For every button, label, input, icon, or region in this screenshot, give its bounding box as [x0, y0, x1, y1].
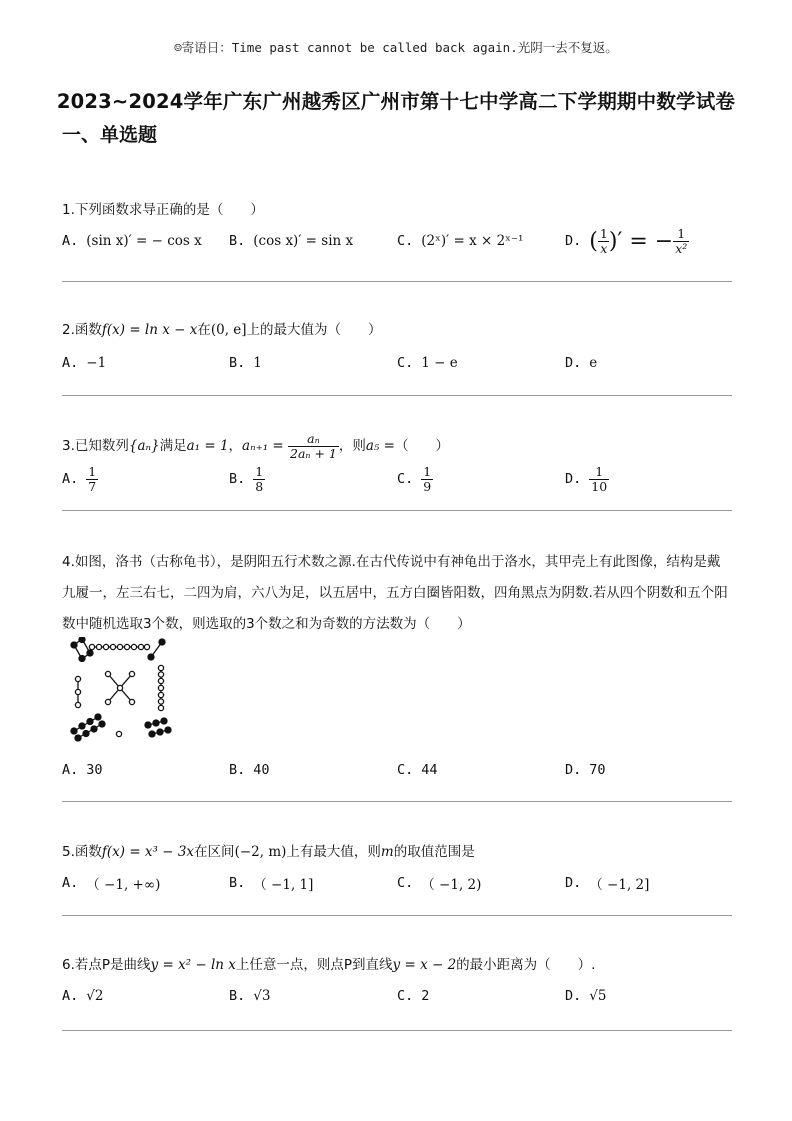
option-letter: C.: [397, 875, 414, 891]
option-b[interactable]: [229, 224, 353, 258]
fraction: $\frac{\text{aₙ}}{\text{2aₙ + 1}}$: [290, 430, 337, 461]
exam-title: 2023~2024学年广东广州越秀区广州市第十七中学高二下学期期中数学试卷: [56, 90, 736, 113]
option-value: ( $\frac{1}{x}$ )′ = − $\frac{1}{\text{x²}}$: [589, 225, 688, 256]
fraction: $\frac{1}{\text{x²}}$: [675, 225, 688, 256]
math-expression: f(x) = x³ − 3x: [101, 844, 195, 860]
option-value: e: [589, 355, 598, 371]
option-value: （ −1, 1]: [253, 877, 314, 893]
question-1-options: [62, 224, 732, 258]
fraction: $\frac{1}{8}$: [255, 463, 264, 494]
math-expression: {aₙ}: [128, 438, 160, 454]
five-white-dots-icon: [105, 671, 134, 704]
option-c[interactable]: [397, 979, 429, 1013]
option-value: 2: [421, 988, 430, 1004]
option-d[interactable]: [565, 224, 689, 258]
question-number: 6.: [62, 957, 75, 973]
option-letter: B.: [229, 355, 246, 371]
six-black-dots-icon: [145, 718, 171, 737]
question-3-stem: [62, 430, 449, 462]
question-5-options: [62, 866, 732, 900]
option-value: （ −1, 2): [421, 877, 482, 893]
option-letter: B.: [229, 233, 246, 249]
option-d[interactable]: [565, 346, 597, 380]
option-letter: B.: [229, 471, 246, 487]
math-expression: (−2, m): [234, 844, 287, 860]
luoshu-diagram: [62, 637, 172, 749]
option-d[interactable]: [565, 866, 649, 900]
divider: [62, 801, 732, 802]
question-6-stem: [62, 955, 595, 975]
option-letter: A.: [62, 233, 79, 249]
math-expression: f(x) = ln x − x: [101, 322, 198, 338]
option-value: 1: [253, 355, 262, 371]
option-letter: C.: [397, 233, 414, 249]
question-text: 若点P是曲线: [74, 957, 151, 973]
option-letter: C.: [397, 762, 414, 778]
question-1-stem: [62, 200, 264, 220]
option-b[interactable]: [229, 866, 313, 900]
option-letter: D.: [565, 988, 582, 1004]
question-number: 1.: [62, 202, 75, 218]
question-number: 5.: [62, 844, 75, 860]
fraction: $\frac{1}{9}$: [423, 463, 432, 494]
option-c[interactable]: [397, 224, 523, 258]
fraction: $\frac{1}{7}$: [88, 463, 97, 494]
question-text: 满足: [159, 438, 187, 454]
option-value: (sin x)′ = − cos x: [86, 233, 202, 249]
question-4-options: [62, 753, 732, 787]
option-value: （ −1, +∞): [86, 877, 161, 893]
option-letter: A.: [62, 875, 79, 891]
option-c[interactable]: [397, 462, 433, 496]
question-6-options: [62, 979, 732, 1013]
option-value: 30: [86, 762, 103, 778]
divider: [62, 915, 732, 916]
option-value: (cos x)′ = sin x: [253, 233, 354, 249]
option-value: −1: [86, 355, 107, 371]
motto: ☺寄语日：Time past cannot be called back again.光阴一去不复返。: [174, 40, 618, 55]
two-black-dots-icon: [148, 639, 165, 660]
option-value: √2: [86, 988, 104, 1004]
option-a[interactable]: [62, 866, 160, 900]
question-number: 2.: [62, 322, 75, 338]
question-number: 4.: [62, 554, 75, 570]
option-letter: C.: [397, 988, 414, 1004]
question-text: 下列函数求导正确的是（ ）: [74, 202, 264, 218]
divider: [62, 510, 732, 511]
question-3-options: [62, 462, 732, 496]
option-value: 1 − e: [421, 355, 458, 371]
question-text: 上的最大值为（ ）: [246, 322, 382, 338]
option-letter: B.: [229, 762, 246, 778]
option-letter: B.: [229, 988, 246, 1004]
option-value: 70: [589, 762, 606, 778]
question-5-stem: [62, 842, 475, 862]
option-value: （ −1, 2]: [589, 877, 650, 893]
option-letter: D.: [565, 762, 582, 778]
question-text: 函数: [74, 844, 102, 860]
divider: [62, 395, 732, 396]
math-expression: aₙ₊₁ =: [242, 438, 284, 454]
question-text: 的最小距离为（ ）.: [456, 957, 596, 973]
option-value: 40: [253, 762, 270, 778]
question-text: 上任意一点，则点P到直线: [235, 957, 393, 973]
option-c[interactable]: [397, 753, 438, 787]
option-letter: D.: [565, 875, 582, 891]
question-text: （ ）: [394, 438, 449, 454]
three-white-dots-icon: [75, 676, 80, 707]
option-a[interactable]: [62, 979, 103, 1013]
option-d[interactable]: [565, 462, 609, 496]
math-expression: (0, e]: [210, 322, 247, 338]
question-number: 3.: [62, 438, 75, 454]
question-4-stem: [62, 547, 732, 640]
question-2-options: [62, 346, 732, 380]
question-text: 上有最大值，则: [286, 844, 381, 860]
math-expression: a₁ = 1: [186, 438, 229, 454]
math-expression: a₅ =: [365, 438, 395, 454]
option-letter: D.: [565, 233, 582, 249]
option-letter: D.: [565, 355, 582, 371]
one-white-dot-icon: [116, 731, 121, 736]
divider: [62, 281, 732, 282]
option-letter: C.: [397, 471, 414, 487]
nine-white-dots-icon: [89, 644, 149, 649]
question-text: 在区间: [194, 844, 235, 860]
option-c[interactable]: [397, 346, 458, 380]
math-expression: y = x − 2: [392, 957, 457, 973]
option-a[interactable]: [62, 346, 106, 380]
option-a[interactable]: [62, 462, 98, 496]
option-value: 44: [421, 762, 438, 778]
fraction: $\frac{1}{x}$: [599, 225, 608, 256]
question-text: 在: [197, 322, 211, 338]
option-b[interactable]: [229, 979, 270, 1013]
option-letter: B.: [229, 875, 246, 891]
option-b[interactable]: [229, 753, 270, 787]
option-letter: D.: [565, 471, 582, 487]
fraction: $\frac{1}{10}$: [591, 463, 608, 494]
math-expression: y = x² − ln x: [150, 957, 236, 973]
question-text: 函数: [74, 322, 102, 338]
option-value: √5: [589, 988, 607, 1004]
option-letter: A.: [62, 471, 79, 487]
option-letter: A.: [62, 762, 79, 778]
math-expression: m: [380, 844, 394, 860]
option-letter: C.: [397, 355, 414, 371]
question-text: 的取值范围是: [393, 844, 475, 860]
option-b[interactable]: [229, 346, 262, 380]
question-text: 已知数列: [74, 438, 129, 454]
option-value: (2ˣ)′ = x × 2ˣ⁻¹: [421, 233, 524, 249]
question-text: ，则: [338, 438, 366, 454]
option-a[interactable]: [62, 753, 103, 787]
seven-white-dots-icon: [158, 665, 163, 710]
option-value: √3: [253, 988, 271, 1004]
option-letter: A.: [62, 988, 79, 1004]
option-b[interactable]: [229, 462, 265, 496]
question-text: ，: [228, 438, 243, 454]
eight-black-dots-icon: [71, 714, 105, 741]
option-d[interactable]: [565, 979, 606, 1013]
option-c[interactable]: [397, 866, 481, 900]
option-a[interactable]: [62, 224, 202, 258]
divider: [62, 1030, 732, 1031]
question-2-stem: [62, 320, 382, 340]
option-d[interactable]: [565, 753, 606, 787]
option-letter: A.: [62, 355, 79, 371]
section-heading: 一、单选题: [62, 124, 158, 146]
question-text: 如图，洛书（古称龟书），是阴阳五行术数之源.在古代传说中有神龟出于洛水，其甲壳上有此图像，结构是戴九履一，左三右七，二四为肩，六八为足，以五居中，五方白圈皆阳数，四角黑点为阴数.若从四个阴数和五个阳数中随机选取3个数，则选取的3个数之和为奇数的方法数为（ ）: [62, 554, 728, 632]
